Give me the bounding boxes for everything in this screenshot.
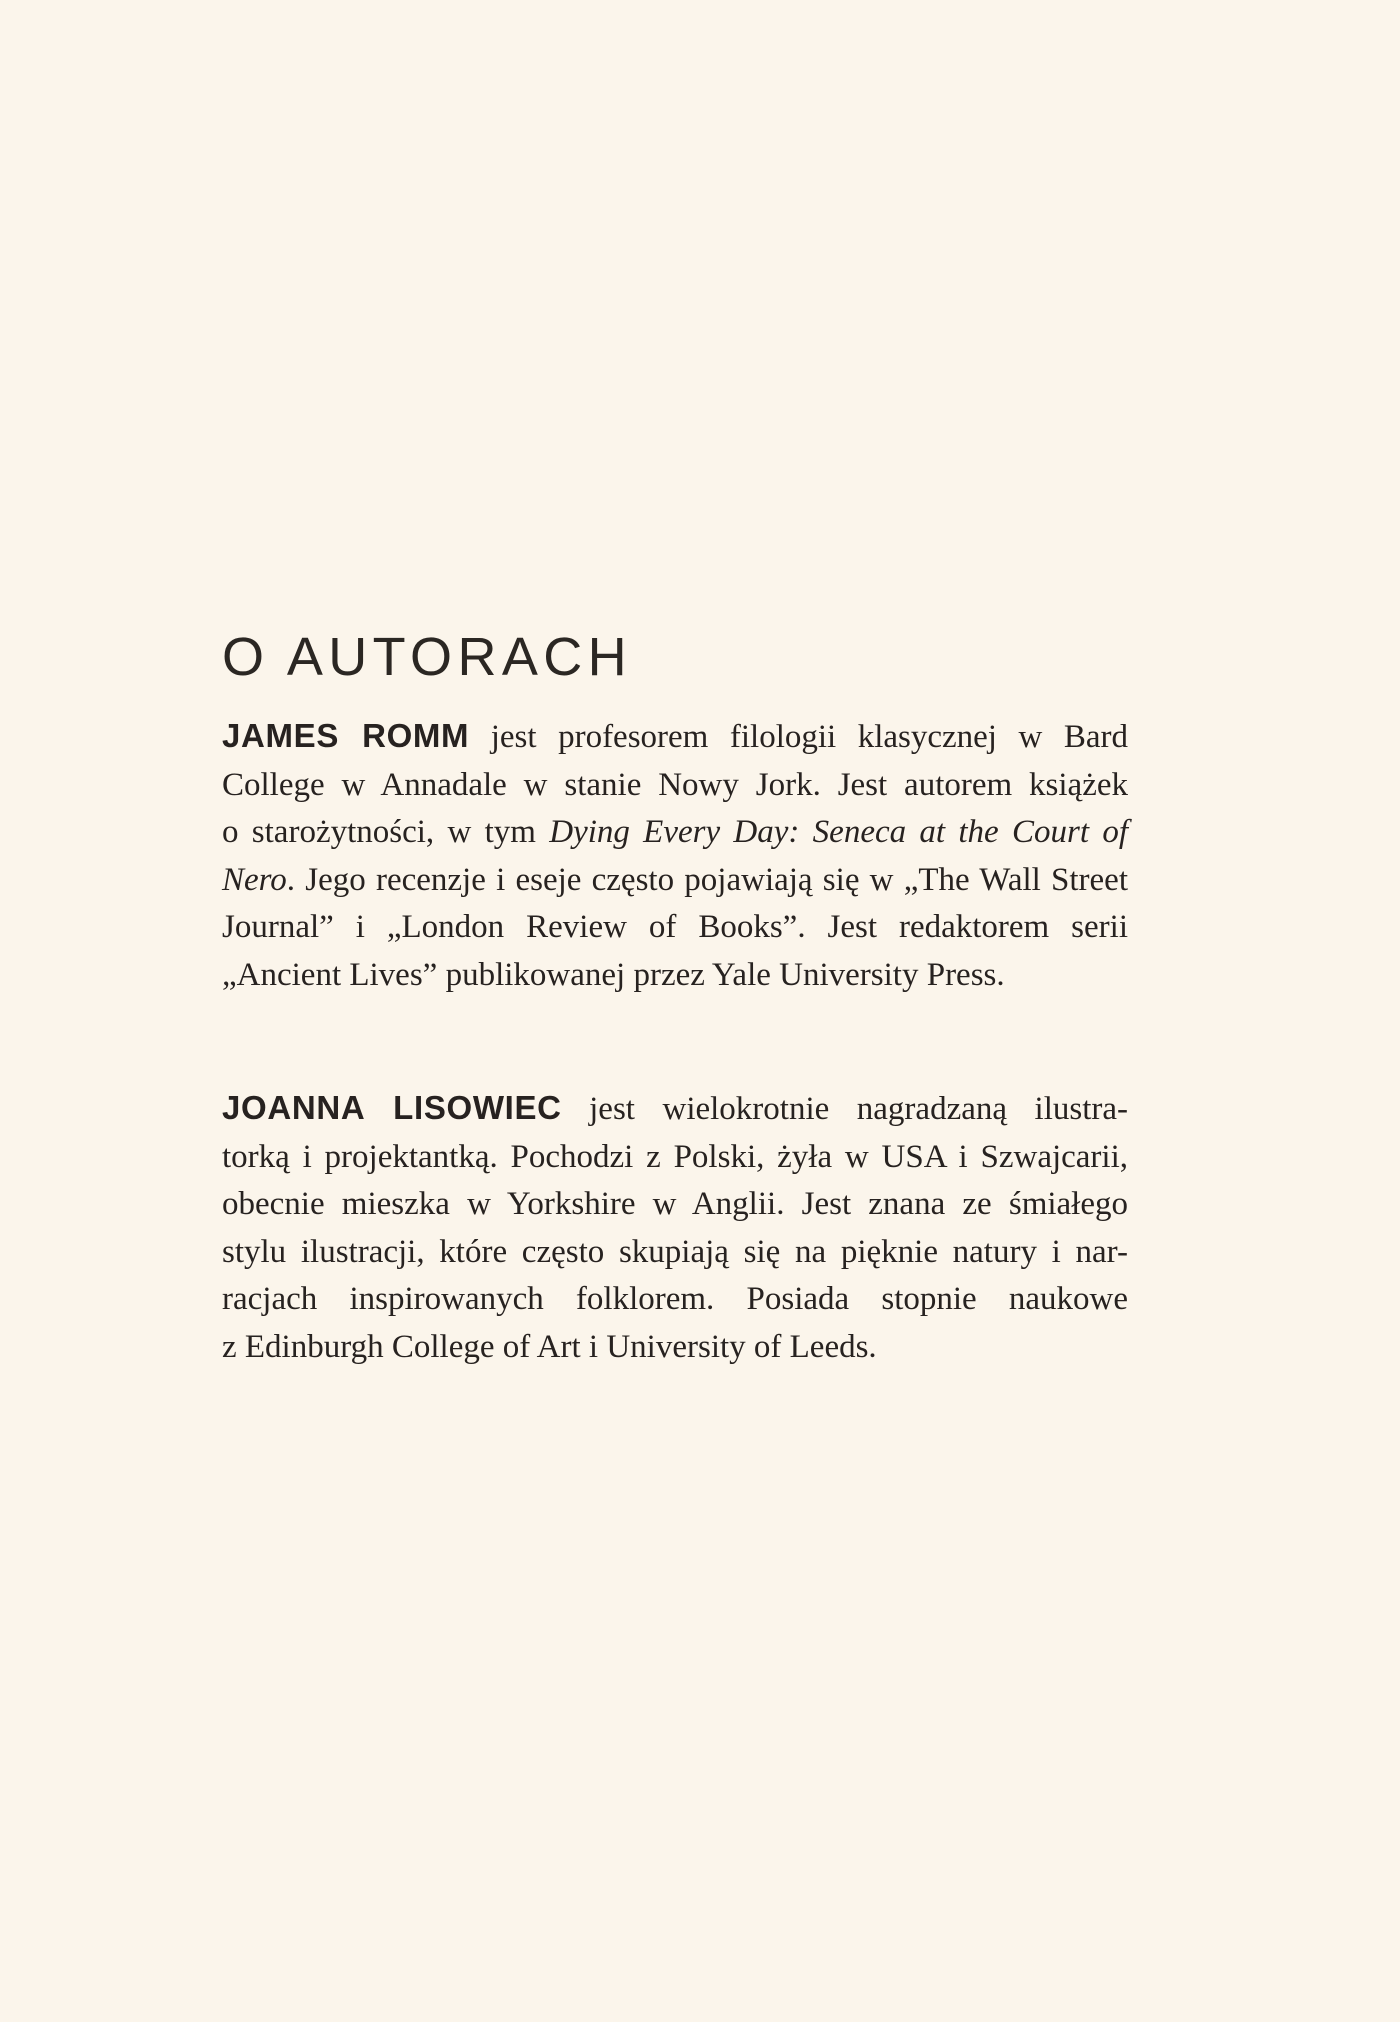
text-run: Nero <box>222 861 287 898</box>
text-line <box>222 1084 1128 1134</box>
text-line <box>222 952 1128 1000</box>
text-line <box>222 1324 1128 1372</box>
text-run: racjach inspirowanych folklorem. Posiada stopnie naukowe <box>222 1281 1128 1317</box>
text-run: Journal” i „London Review of Books”. Jest redaktorem serii <box>222 909 1128 945</box>
authors-section <box>222 712 1128 1371</box>
text-run: „Ancient Lives” publikowanej przez Yale University Press. <box>222 956 1005 993</box>
text-run: obecnie mieszka w Yorkshire w Anglii. Jest znana ze śmiałego <box>222 1186 1128 1222</box>
text-run: jest profesorem filologii klasycznej w Bard <box>469 719 1128 755</box>
author-bio-james-romm <box>222 712 1128 999</box>
text-line <box>222 904 1128 952</box>
text-run: o starożytności, w tym <box>222 814 550 850</box>
text-line <box>222 1181 1128 1229</box>
author-name: JOANNA LISOWIEC <box>222 1089 562 1126</box>
text-line <box>222 1229 1128 1277</box>
text-line <box>222 762 1128 810</box>
author-bio-joanna-lisowiec <box>222 1084 1128 1371</box>
page-title: O AUTORACH <box>222 627 633 687</box>
page-content <box>222 0 1128 1371</box>
text-run: z Edinburgh College of Art i University of Leeds. <box>222 1328 877 1365</box>
text-run: College w Annadale w stanie Nowy Jork. Jest autorem książek <box>222 766 1128 803</box>
text-line <box>222 712 1128 762</box>
text-line <box>222 1276 1128 1324</box>
author-name: JAMES ROMM <box>222 717 470 754</box>
text-run: jest wielokrotnie nagradzaną ilustra- <box>561 1091 1128 1127</box>
text-run: stylu ilustracji, które często skupiają się na pięknie natury i nar- <box>222 1233 1128 1270</box>
text-run: torką i projektantką. Pochodzi z Polski, żyła w USA i Szwajcarii, <box>222 1138 1128 1175</box>
text-run: . Jego recenzje i eseje często pojawiają się w „The Wall Street <box>286 861 1128 898</box>
text-run: Dying Every Day: Seneca at the Court of <box>549 814 1128 850</box>
text-line <box>222 1134 1128 1182</box>
text-line <box>222 857 1128 905</box>
text-line <box>222 809 1128 857</box>
